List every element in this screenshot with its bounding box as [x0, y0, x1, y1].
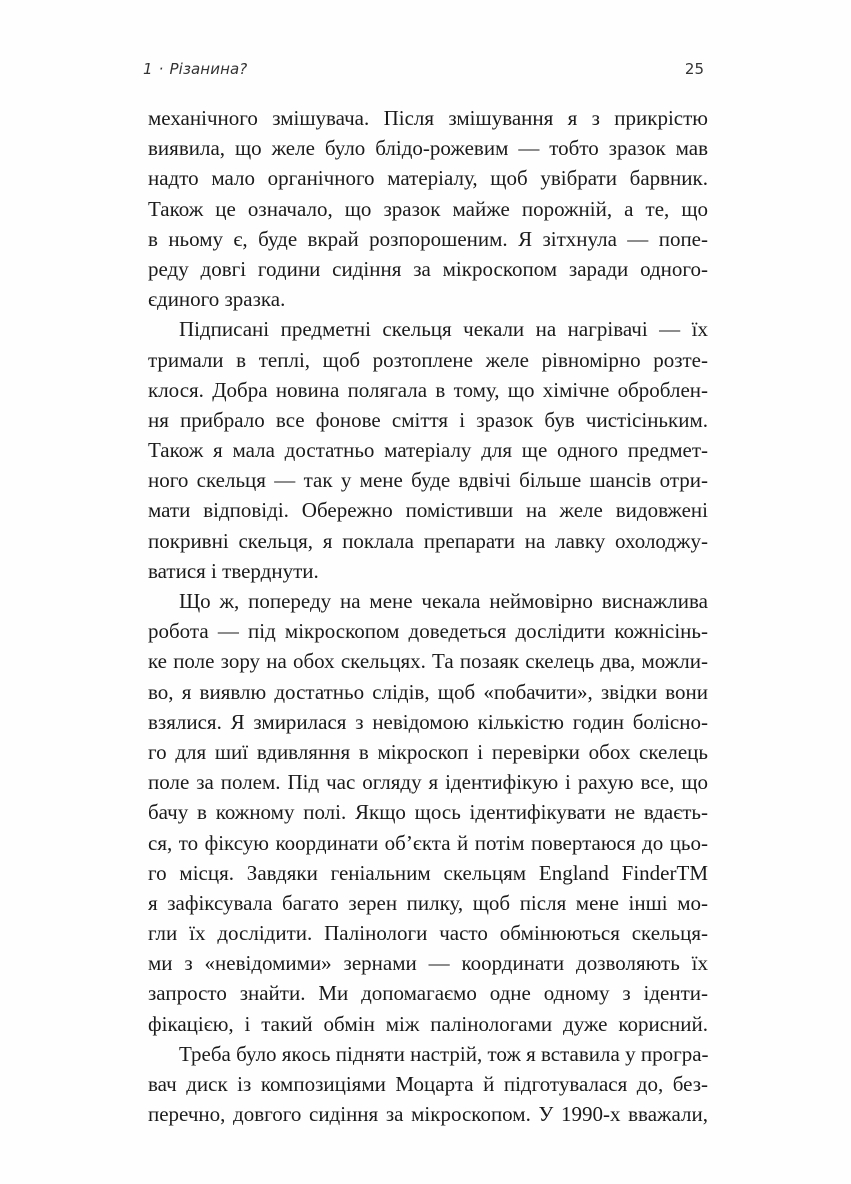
separator-dot: ·: [158, 60, 164, 78]
text-line: гли їх дослідити. Палінологи часто обмінюються скельця-: [148, 921, 708, 946]
text-line: го для шиї вдивляння в мікроскоп і перевірки обох скелець: [148, 739, 708, 764]
text-line: покривні скельця, я поклала препарати на лавку охолоджу-: [148, 528, 708, 553]
text-line: механічного змішувача. Після змішування я з прикрістю: [148, 106, 708, 130]
chapter-label: [143, 60, 247, 78]
paragraph: [148, 586, 708, 1039]
text-line: надто мало органічного матеріалу, щоб увібрати барвник.: [148, 166, 708, 191]
text-line: ня прибрало все фонове сміття і зразок був чистісіньким.: [148, 407, 708, 432]
text-line: ми з «невідомими» зернами — координати дозволяють їх: [148, 951, 708, 976]
text-line: фікацією, і такий обмін між палінологами дуже корисний.: [148, 1011, 708, 1036]
text-line: ке поле зору на обох скельцях. Та позаяк скелець два, можли-: [148, 649, 708, 674]
text-line: вач диск із композиціями Моцарта й підготувалася до, без-: [148, 1072, 708, 1096]
text-line: єдиного зразка.: [148, 287, 286, 312]
text-line: Підписані предметні скельця чекали на нагрівачі — їх: [179, 317, 708, 342]
text-line: я зафіксувала багато зерен пилку, щоб після мене інші мо-: [148, 890, 708, 915]
text-line: тримали в теплі, щоб розтоплене желе рівномірно розте-: [148, 347, 708, 372]
chapter-title: Різанина?: [169, 60, 248, 78]
text-line: во, я виявлю достатньо слідів, щоб «побачити», звідки вони: [148, 679, 708, 704]
text-line: бачу в кожному полі. Якщо щось ідентифікувати не вдаєть-: [148, 800, 708, 825]
page-number: 25: [684, 60, 704, 78]
running-head: [143, 60, 704, 82]
text-line: запросто знайти. Ми допомагаємо одне одному з іденти-: [148, 981, 708, 1006]
text-line: реду довгі години сидіння за мікроскопом заради одного-: [148, 256, 708, 281]
text-line: робота — під мікроскопом доведеться дослідити кожнісінь-: [148, 619, 708, 644]
chapter-number: 1: [143, 60, 153, 78]
text-line: ся, то фіксую координати об’єкта й потім повертаюся до цьо-: [148, 830, 708, 855]
text-line: клося. Добра новина полягала в тому, що хімічне оброблен-: [148, 377, 708, 402]
text-line: Треба було якось підняти настрій, тож я вставила у програ-: [179, 1041, 709, 1066]
text-line: Також я мала достатньо матеріалу для ще одного предмет-: [148, 438, 708, 463]
text-line: ватися і тверднути.: [148, 558, 319, 583]
paragraph: [148, 1039, 708, 1130]
text-line: мати відповіді. Обережно помістивши на желе видовжені: [148, 498, 708, 523]
text-line: виявила, що желе було блідо-рожевим — тобто зразок мав: [148, 136, 708, 161]
text-line: Також це означало, що зразок майже порожній, а те, що: [148, 196, 708, 221]
text-line: го місця. Завдяки геніальним скельцям England FinderTM: [148, 860, 708, 885]
text-line: ного скельця — так у мене буде вдвічі більше шансів отри-: [148, 468, 708, 493]
text-line: поле за полем. Під час огляду я ідентифікую і рахую все, що: [148, 770, 708, 795]
text-line: в ньому є, буде вкрай розпорошеним. Я зітхнула — попе-: [148, 226, 708, 251]
text-line: взялися. Я змирилася з невідомою кількістю годин болісно-: [148, 709, 708, 734]
paragraph: [148, 314, 708, 586]
paragraph: [148, 103, 708, 314]
body-text: [148, 103, 708, 1129]
text-line: перечно, довгого сидіння за мікроскопом. У 1990-х вважали,: [148, 1102, 708, 1127]
text-line: Що ж, попереду на мене чекала неймовірно виснажлива: [179, 589, 708, 613]
